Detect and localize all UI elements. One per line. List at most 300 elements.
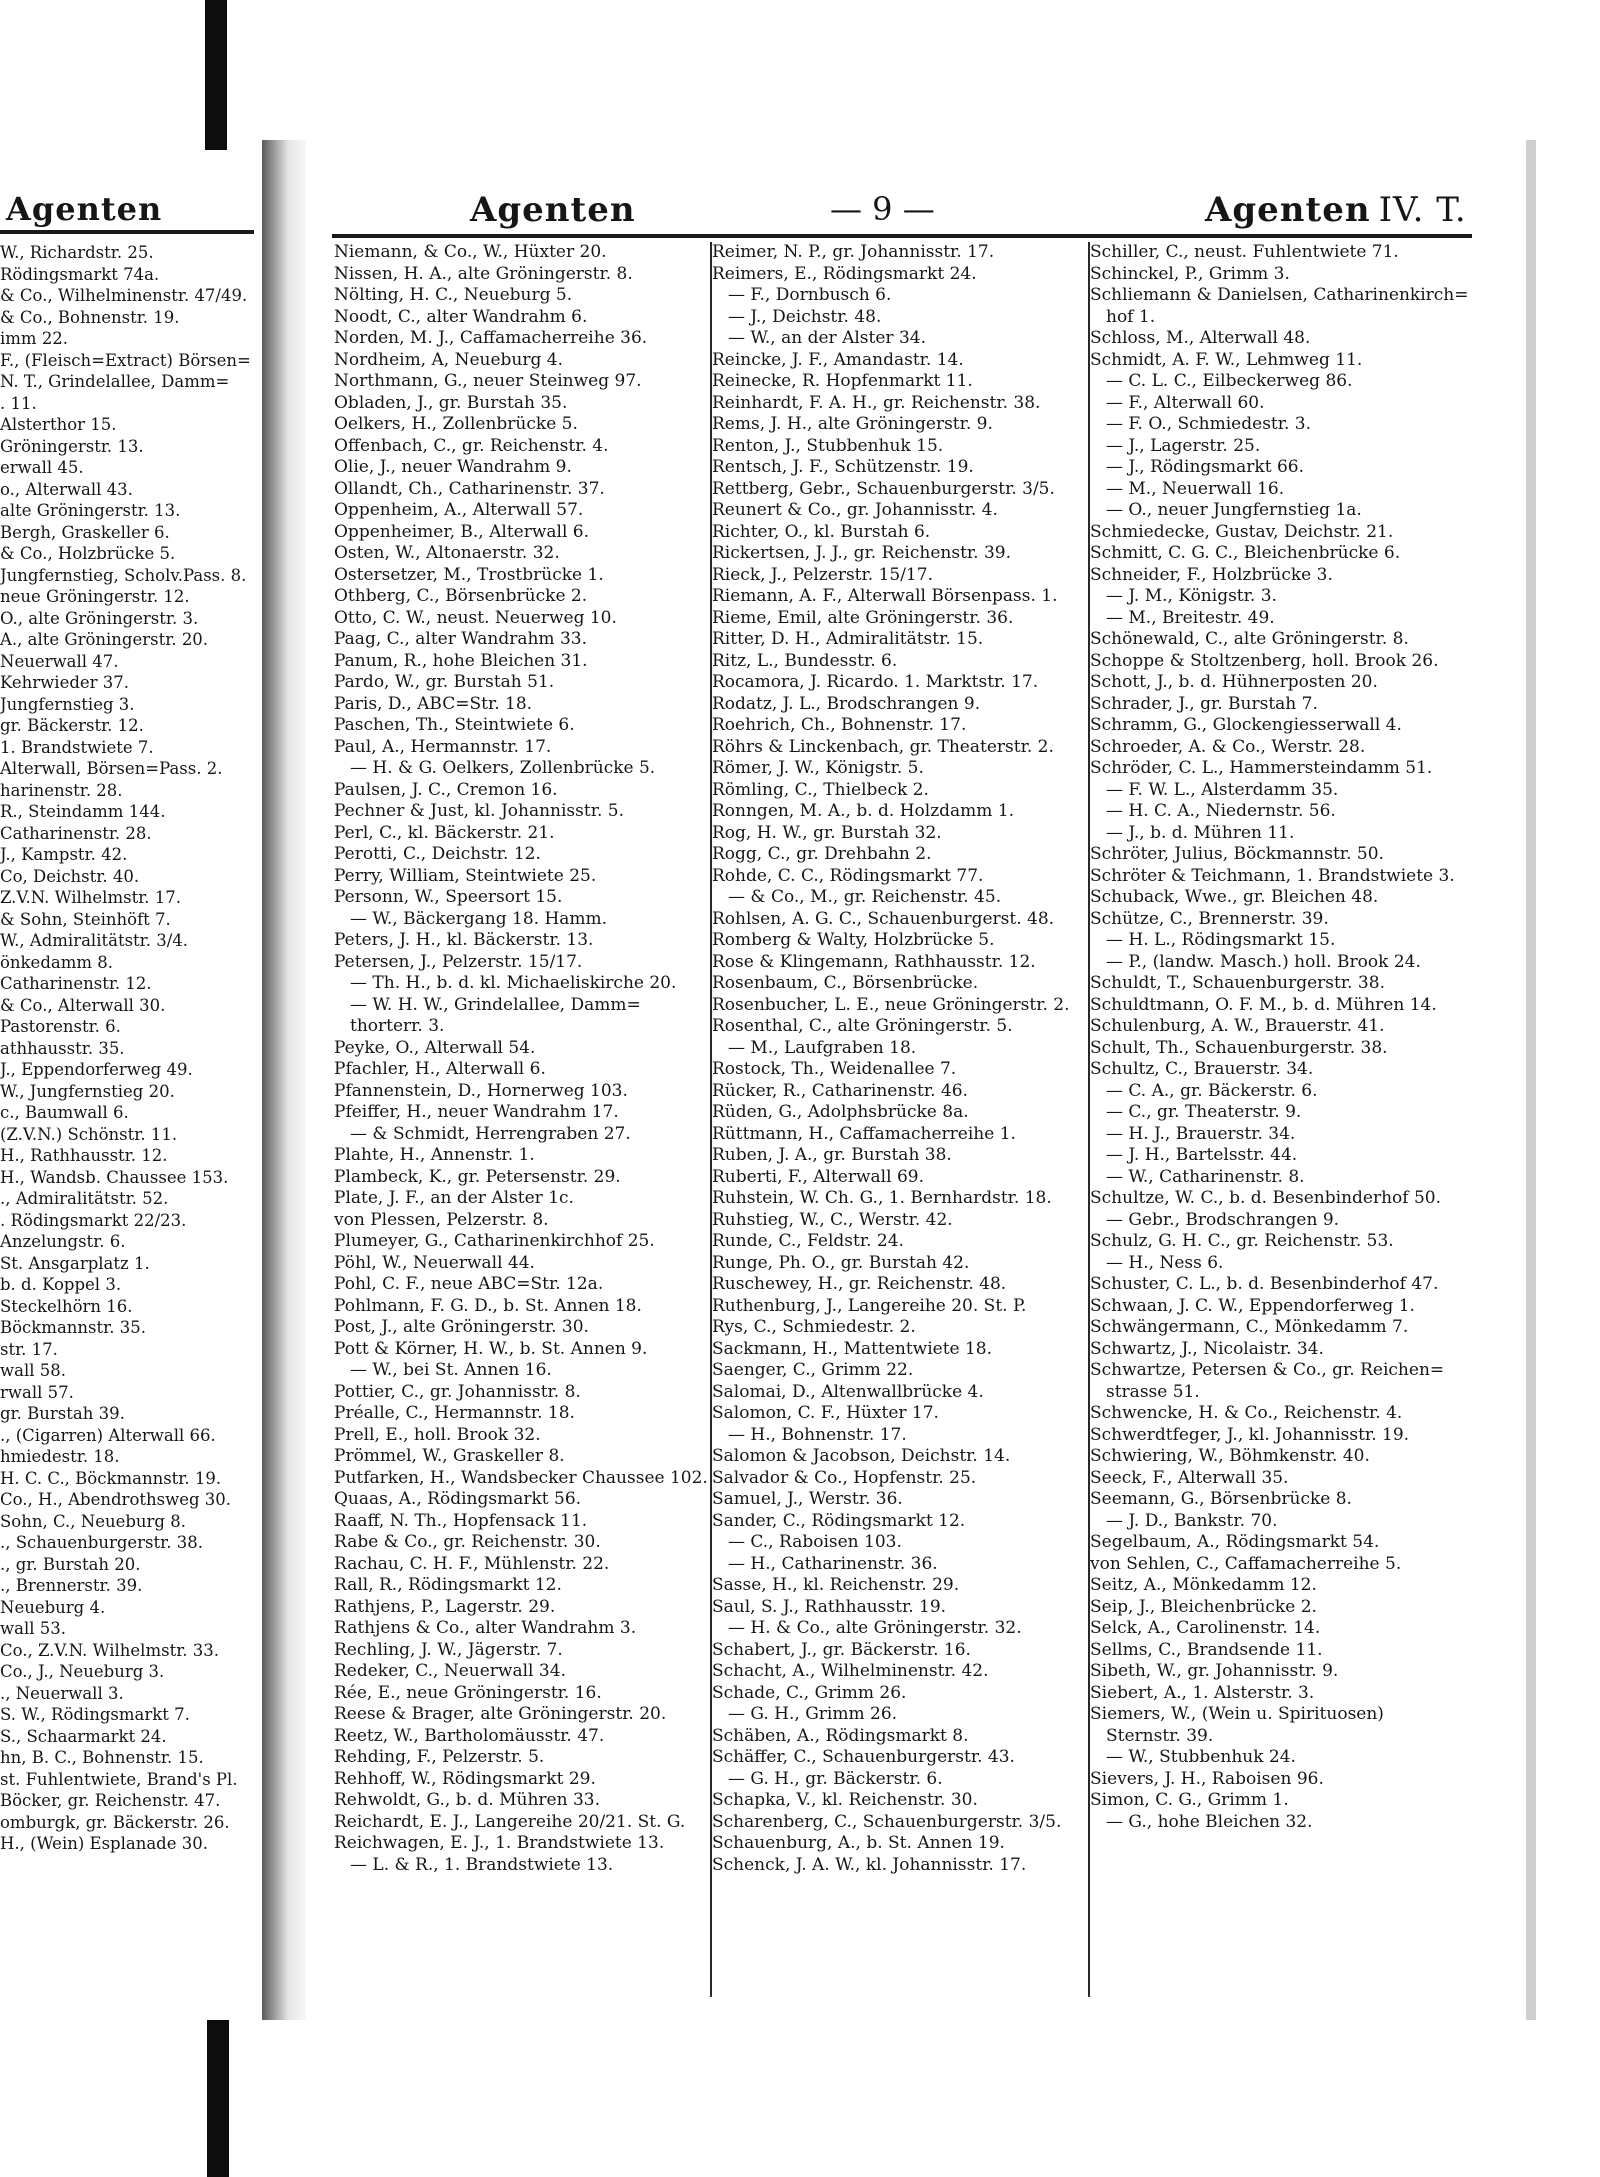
- directory-entry: Seip, J., Bleichenbrücke 2.: [1090, 1596, 1317, 1617]
- directory-entry: Perl, C., kl. Bäckerstr. 21.: [334, 822, 555, 843]
- directory-entry: Schade, C., Grimm 26.: [712, 1682, 907, 1703]
- directory-entry: Schacht, A., Wilhelminenstr. 42.: [712, 1661, 989, 1681]
- directory-entry: Ritz, L., Bundesstr. 6.: [712, 650, 898, 671]
- directory-entry: Rehding, F., Pelzerstr. 5.: [334, 1747, 545, 1767]
- directory-entry: Sander, C., Rödingsmarkt 12.: [712, 1510, 966, 1531]
- directory-entry: Sievers, J. H., Raboisen 96.: [1090, 1768, 1324, 1789]
- binding-strip-bottom: [207, 2020, 229, 2177]
- directory-entry: Rog, H. W., gr. Burstah 32.: [712, 822, 942, 843]
- left-page-entry: Z.V.N. Wilhelmstr. 17.: [0, 888, 182, 907]
- directory-entry: — & Schmidt, Herrengraben 27.: [350, 1123, 631, 1144]
- directory-entry: Rose & Klingemann, Rathhausstr. 12.: [712, 951, 1036, 972]
- directory-entry: Oppenheimer, B., Alterwall 6.: [334, 521, 590, 542]
- left-page-entry: Böckmannstr. 35.: [0, 1318, 146, 1337]
- directory-entry: Plambeck, K., gr. Petersenstr. 29.: [334, 1166, 621, 1187]
- directory-entry: Reichardt, E. J., Langereihe 20/21. St. G.: [334, 1811, 686, 1832]
- directory-entry: Schäben, A., Rödingsmarkt 8.: [712, 1725, 969, 1746]
- directory-entry: Schroeder, A. & Co., Werstr. 28.: [1090, 736, 1366, 757]
- directory-entry: Schult, Th., Schauenburgerstr. 38.: [1090, 1037, 1388, 1058]
- directory-entry: Rehhoff, W., Rödingsmarkt 29.: [334, 1768, 596, 1789]
- left-page-entry: O., alte Gröningerstr. 3.: [0, 608, 199, 628]
- directory-entry: Prell, E., holl. Brook 32.: [334, 1424, 541, 1445]
- directory-entry: Otto, C. W., neust. Neuerweg 10.: [334, 607, 617, 628]
- directory-entry: Schwängermann, C., Mönkedamm 7.: [1090, 1317, 1409, 1337]
- directory-column-3: [1090, 242, 1478, 1833]
- directory-entry: Schultz, C., Brauerstr. 34.: [1090, 1059, 1314, 1079]
- directory-entry: — H. J., Brauerstr. 34.: [1106, 1123, 1296, 1144]
- directory-entry: Rosenbaum, C., Börsenbrücke.: [712, 973, 979, 993]
- directory-entry: Roehrich, Ch., Bohnenstr. 17.: [712, 715, 967, 735]
- directory-entry: Rabe & Co., gr. Reichenstr. 30.: [334, 1532, 601, 1552]
- directory-entry: Rehwoldt, G., b. d. Mühren 33.: [334, 1790, 600, 1810]
- directory-entry: — J., Rödingsmarkt 66.: [1106, 457, 1304, 477]
- directory-entry: — W., Stubbenhuk 24.: [1106, 1747, 1296, 1767]
- directory-entry: Romberg & Walty, Holzbrücke 5.: [712, 930, 995, 950]
- left-page-entry: imm 22.: [0, 329, 69, 348]
- left-page-entry: & Co., Alterwall 30.: [0, 995, 166, 1015]
- directory-entry: Reetz, W., Bartholomäusstr. 47.: [334, 1725, 605, 1746]
- directory-entry: Schütze, C., Brennerstr. 39.: [1090, 908, 1329, 929]
- directory-entry: Schuback, Wwe., gr. Bleichen 48.: [1090, 887, 1379, 907]
- page-number: — 9 —: [830, 190, 935, 228]
- directory-entry: Riemann, A. F., Alterwall Börsenpass. 1.: [712, 586, 1058, 606]
- left-page-entry: omburgk, gr. Bäckerstr. 26.: [0, 1812, 230, 1832]
- left-page-entry: Böcker, gr. Reichenstr. 47.: [0, 1791, 221, 1810]
- directory-entry: Schönewald, C., alte Gröningerstr. 8.: [1090, 629, 1409, 649]
- directory-entry: Ruthenburg, J., Langereihe 20. St. P.: [712, 1295, 1027, 1316]
- left-page-entry: J., Eppendorferweg 49.: [0, 1060, 193, 1079]
- left-page-entry: ., Admiralitätstr. 52.: [0, 1189, 169, 1208]
- directory-entry: Nordheim, A, Neueburg 4.: [334, 349, 563, 370]
- directory-entry: Schwartze, Petersen & Co., gr. Reichen=: [1090, 1360, 1445, 1380]
- directory-entry: Paul, A., Hermannstr. 17.: [334, 736, 552, 757]
- directory-entry: Norden, M. J., Caffamacherreihe 36.: [334, 328, 648, 348]
- directory-entry: Siebert, A., 1. Alsterstr. 3.: [1090, 1682, 1315, 1703]
- directory-entry: Panum, R., hohe Bleichen 31.: [334, 650, 588, 671]
- left-page-entry: ., (Cigarren) Alterwall 66.: [0, 1425, 216, 1445]
- left-page-entry: str. 17.: [0, 1339, 58, 1359]
- directory-entry: Rodatz, J. L., Brodschrangen 9.: [712, 693, 981, 714]
- left-page-entry: gr. Bäckerstr. 12.: [0, 716, 144, 735]
- directory-entry: Rücker, R., Catharinenstr. 46.: [712, 1080, 968, 1101]
- directory-entry: Schramm, G., Glockengiesserwall 4.: [1090, 715, 1402, 735]
- left-page-entry: S. W., Rödingsmarkt 7.: [0, 1705, 190, 1724]
- left-page-entry: J., Kampstr. 42.: [0, 845, 128, 864]
- section-label: IV. T.: [1378, 190, 1467, 230]
- directory-entry: Sasse, H., kl. Reichenstr. 29.: [712, 1575, 960, 1595]
- directory-entry: Othberg, C., Börsenbrücke 2.: [334, 586, 588, 606]
- left-page-entry: hmiedestr. 18.: [0, 1447, 120, 1466]
- left-page-entry: Jungfernstieg, Scholv.Pass. 8.: [0, 565, 247, 585]
- left-page-entry: Catharinenstr. 12.: [0, 974, 152, 993]
- directory-entry: Siemers, W., (Wein u. Spirituosen): [1090, 1704, 1384, 1724]
- left-page-entry: R., Steindamm 144.: [0, 802, 166, 821]
- left-page-entry: harinenstr. 28.: [0, 780, 123, 800]
- directory-entry: Paschen, Th., Steintwiete 6.: [334, 715, 575, 735]
- header-rule: [332, 234, 1472, 238]
- directory-entry: Rachau, C. H. F., Mühlenstr. 22.: [334, 1553, 610, 1574]
- directory-entry: Pardo, W., gr. Burstah 51.: [334, 672, 555, 692]
- directory-entry: Perry, William, Steintwiete 25.: [334, 865, 597, 886]
- left-page-entry: wall 58.: [0, 1361, 66, 1380]
- directory-entry: Rosenbucher, L. E., neue Gröningerstr. 2.: [712, 994, 1070, 1015]
- left-page-entry: wall 53.: [0, 1619, 66, 1638]
- left-page-rule: [0, 230, 254, 234]
- left-page-entry: H. C. C., Böckmannstr. 19.: [0, 1468, 222, 1488]
- directory-entry: Pohlmann, F. G. D., b. St. Annen 18.: [334, 1295, 642, 1316]
- left-page-entry: Gröningerstr. 13.: [0, 436, 144, 456]
- left-page-entry: W., Richardstr. 25.: [0, 243, 154, 262]
- directory-entry: Ruben, J. A., gr. Burstah 38.: [712, 1145, 952, 1165]
- directory-entry: Schauenburg, A., b. St. Annen 19.: [712, 1833, 1005, 1853]
- left-page-entry: H., (Wein) Esplanade 30.: [0, 1834, 208, 1853]
- directory-entry: Schinckel, P., Grimm 3.: [1090, 263, 1290, 284]
- directory-entry: Post, J., alte Gröningerstr. 30.: [334, 1317, 589, 1337]
- directory-entry: — G., hohe Bleichen 32.: [1106, 1811, 1313, 1832]
- directory-entry: Sackmann, H., Mattentwiete 18.: [712, 1338, 993, 1359]
- directory-entry: Schloss, M., Alterwall 48.: [1090, 328, 1311, 348]
- directory-entry: Schwartz, J., Nicolaistr. 34.: [1090, 1338, 1324, 1359]
- directory-entry: Salomon & Jacobson, Deichstr. 14.: [712, 1446, 1011, 1466]
- left-page-entry: Pastorenstr. 6.: [0, 1017, 121, 1036]
- directory-entry: Samuel, J., Werstr. 36.: [712, 1489, 903, 1509]
- left-page-entry: c., Baumwall 6.: [0, 1103, 129, 1122]
- directory-entry: Oppenheim, A., Alterwall 57.: [334, 500, 584, 520]
- directory-entry: Pottier, C., gr. Johannisstr. 8.: [334, 1381, 581, 1402]
- directory-entry: Schoppe & Stoltzenberg, holl. Brook 26.: [1090, 650, 1439, 671]
- left-page-entry: W., Admiralitätstr. 3/4.: [0, 931, 189, 950]
- directory-entry: — H. C. A., Niedernstr. 56.: [1106, 801, 1336, 821]
- directory-entry: Plate, J. F., an der Alster 1c.: [334, 1188, 574, 1208]
- directory-entry: Sellms, C., Brandsende 11.: [1090, 1639, 1323, 1660]
- directory-entry: — H. & G. Oelkers, Zollenbrücke 5.: [350, 758, 656, 778]
- directory-entry: Segelbaum, A., Rödingsmarkt 54.: [1090, 1532, 1380, 1552]
- directory-entry: — M., Breitestr. 49.: [1106, 607, 1275, 628]
- directory-entry: thorterr. 3.: [350, 1016, 445, 1036]
- directory-entry: Ronngen, M. A., b. d. Holzdamm 1.: [712, 801, 1015, 821]
- left-page-heading: Agenten: [6, 190, 163, 228]
- directory-entry: von Sehlen, C., Caffamacherreihe 5.: [1090, 1553, 1402, 1574]
- directory-entry: — C., gr. Theaterstr. 9.: [1106, 1102, 1302, 1122]
- directory-entry: Schröder, C. L., Hammersteindamm 51.: [1090, 758, 1433, 778]
- directory-entry: Obladen, J., gr. Burstah 35.: [334, 392, 568, 413]
- directory-entry: Paris, D., ABC=Str. 18.: [334, 693, 533, 714]
- left-page-entry: & Co., Bohnenstr. 19.: [0, 307, 180, 327]
- left-page-entry: St. Ansgarplatz 1.: [0, 1253, 150, 1273]
- directory-entry: Schrader, J., gr. Burstah 7.: [1090, 693, 1318, 714]
- directory-entry: — F., Dornbusch 6.: [728, 285, 892, 305]
- left-page-entry: Co., H., Abendrothsweg 30.: [0, 1490, 232, 1509]
- directory-entry: Peyke, O., Alterwall 54.: [334, 1037, 536, 1058]
- directory-entry: — G. H., Grimm 26.: [728, 1704, 898, 1724]
- directory-entry: — H., Ness 6.: [1106, 1252, 1224, 1273]
- left-page-entry: N. T., Grindelallee, Damm=: [0, 372, 230, 391]
- directory-entry: — M., Laufgraben 18.: [728, 1037, 917, 1058]
- directory-entry: Schwencke, H. & Co., Reichenstr. 4.: [1090, 1403, 1403, 1423]
- directory-entry: Reese & Brager, alte Gröningerstr. 20.: [334, 1704, 667, 1724]
- directory-entry: Pfannenstein, D., Hornerweg 103.: [334, 1080, 628, 1101]
- directory-entry: Peters, J. H., kl. Bäckerstr. 13.: [334, 930, 594, 950]
- left-page-entry: H., Wandsb. Chaussee 153.: [0, 1167, 229, 1187]
- directory-entry: Salomon, C. F., Hüxter 17.: [712, 1403, 939, 1423]
- directory-entry: Richter, O., kl. Burstah 6.: [712, 521, 931, 542]
- directory-entry: Raaff, N. Th., Hopfensack 11.: [334, 1510, 588, 1531]
- running-head: [310, 190, 1470, 232]
- directory-entry: Schwaan, J. C. W., Eppendorferweg 1.: [1090, 1295, 1415, 1316]
- directory-entry: — W., an der Alster 34.: [728, 328, 926, 348]
- directory-entry: Rickertsen, J. J., gr. Reichenstr. 39.: [712, 543, 1012, 563]
- directory-entry: Seitz, A., Mönkedamm 12.: [1090, 1575, 1317, 1595]
- directory-entry: Pott & Körner, H. W., b. St. Annen 9.: [334, 1338, 648, 1359]
- directory-entry: — H., Bohnenstr. 17.: [728, 1424, 907, 1445]
- directory-entry: Schuldt, T., Schauenburgerstr. 38.: [1090, 973, 1385, 993]
- header-right-title: Agenten: [1205, 190, 1371, 230]
- directory-entry: Paulsen, J. C., Cremon 16.: [334, 779, 558, 800]
- directory-entry: — H. L., Rödingsmarkt 15.: [1106, 930, 1336, 950]
- left-page-entry: ., Brennerstr. 39.: [0, 1576, 143, 1595]
- directory-entry: Saenger, C., Grimm 22.: [712, 1360, 914, 1380]
- left-page-entry: Neuerwall 47.: [0, 651, 119, 671]
- directory-entry: Schmitt, C. G. C., Bleichenbrücke 6.: [1090, 543, 1401, 563]
- left-page-entry: ., gr. Burstah 20.: [0, 1554, 141, 1574]
- left-page-entry: neue Gröningerstr. 12.: [0, 587, 190, 606]
- directory-column-2: [712, 242, 1100, 1876]
- header-right-block: [1205, 190, 1467, 230]
- left-page-entry: H., Rathhausstr. 12.: [0, 1146, 168, 1165]
- directory-entry: — M., Neuerwall 16.: [1106, 478, 1285, 499]
- directory-entry: Rechling, J. W., Jägerstr. 7.: [334, 1639, 563, 1660]
- directory-entry: Runde, C., Feldstr. 24.: [712, 1231, 904, 1251]
- directory-entry: Simon, C. G., Grimm 1.: [1090, 1790, 1289, 1810]
- directory-entry: Römling, C., Thielbeck 2.: [712, 779, 929, 800]
- directory-entry: Pfachler, H., Alterwall 6.: [334, 1059, 546, 1079]
- left-page-entry: & Sohn, Steinhöft 7.: [0, 909, 171, 929]
- left-page-entry: . 11.: [0, 393, 37, 413]
- left-page-entry: athhausstr. 35.: [0, 1038, 125, 1058]
- directory-entry: Nölting, H. C., Neueburg 5.: [334, 285, 573, 305]
- directory-entry: Schulz, G. H. C., gr. Reichenstr. 53.: [1090, 1231, 1394, 1251]
- directory-entry: Pfeiffer, H., neuer Wandrahm 17.: [334, 1102, 619, 1122]
- left-page-entry: Alsterthor 15.: [0, 415, 117, 434]
- directory-entry: — H. & Co., alte Gröningerstr. 32.: [728, 1618, 1022, 1638]
- directory-entry: Saul, S. J., Rathhausstr. 19.: [712, 1596, 947, 1617]
- directory-entry: — O., neuer Jungfernstieg 1a.: [1106, 500, 1362, 520]
- directory-entry: — P., (landw. Masch.) holl. Brook 24.: [1106, 951, 1421, 972]
- directory-entry: — J., Deichstr. 48.: [728, 306, 882, 327]
- directory-entry: Rettberg, Gebr., Schauenburgerstr. 3/5.: [712, 478, 1055, 499]
- left-page-entry: & Co., Holzbrücke 5.: [0, 544, 176, 563]
- directory-column-1: [334, 242, 722, 1876]
- directory-entry: Ostersetzer, M., Trostbrücke 1.: [334, 564, 604, 585]
- left-page-entry: Jungfernstieg 3.: [0, 694, 135, 714]
- left-page-entry: Anzelungstr. 6.: [0, 1232, 126, 1251]
- directory-entry: — L. & R., 1. Brandstwiete 13.: [350, 1854, 614, 1875]
- directory-entry: — W., bei St. Annen 16.: [350, 1360, 552, 1380]
- directory-entry: Perotti, C., Deichstr. 12.: [334, 844, 541, 864]
- directory-entry: — W., Catharinenstr. 8.: [1106, 1166, 1305, 1187]
- directory-entry: Schwerdtfeger, J., kl. Johannisstr. 19.: [1090, 1424, 1410, 1445]
- directory-entry: — H., Catharinenstr. 36.: [728, 1553, 938, 1574]
- left-page-entry: Co., Z.V.N. Wilhelmstr. 33.: [0, 1640, 220, 1660]
- left-page-entry: W., Jungfernstieg 20.: [0, 1081, 175, 1101]
- directory-entry: Petersen, J., Pelzerstr. 15/17.: [334, 951, 583, 972]
- directory-entry: Rieck, J., Pelzerstr. 15/17.: [712, 564, 933, 585]
- left-page-entry: Co., J., Neueburg 3.: [0, 1662, 165, 1681]
- left-page-entry: Alterwall, Börsen=Pass. 2.: [0, 759, 223, 778]
- left-page-entry: önkedamm 8.: [0, 952, 114, 972]
- directory-entry: Röhrs & Linckenbach, gr. Theaterstr. 2.: [712, 736, 1054, 757]
- left-page-entry: gr. Burstah 39.: [0, 1404, 125, 1423]
- left-page-entry: (Z.V.N.) Schönstr. 11.: [0, 1124, 178, 1144]
- directory-entry: Schabert, J., gr. Bäckerstr. 16.: [712, 1639, 971, 1660]
- left-page-entry: rwall 57.: [0, 1382, 74, 1402]
- directory-entry: Schliemann & Danielsen, Catharinenkirch=: [1090, 285, 1469, 305]
- directory-entry: Scharenberg, C., Schauenburgerstr. 3/5.: [712, 1811, 1062, 1832]
- left-page-entry: erwall 45.: [0, 458, 84, 477]
- directory-entry: Putfarken, H., Wandsbecker Chaussee 102.: [334, 1467, 708, 1488]
- left-page-entry: ., Neuerwall 3.: [0, 1683, 124, 1703]
- directory-entry: Rüttmann, H., Caffamacherreihe 1.: [712, 1123, 1016, 1144]
- directory-entry: Reichwagen, E. J., 1. Brandstwiete 13.: [334, 1833, 665, 1853]
- directory-entry: Rüden, G., Adolphsbrücke 8a.: [712, 1102, 969, 1122]
- directory-entry: Rogg, C., gr. Drehbahn 2.: [712, 844, 932, 864]
- directory-entry: Reincke, J. F., Amandastr. 14.: [712, 349, 964, 370]
- directory-entry: Schröter & Teichmann, 1. Brandstwiete 3.: [1090, 865, 1455, 886]
- directory-entry: — J. M., Königstr. 3.: [1106, 586, 1277, 606]
- left-page-entry: Sohn, C., Neueburg 8.: [0, 1511, 186, 1531]
- directory-entry: — G. H., gr. Bäckerstr. 6.: [728, 1768, 943, 1789]
- directory-entry: Schneider, F., Holzbrücke 3.: [1090, 564, 1333, 585]
- directory-entry: Reimer, N. P., gr. Johannisstr. 17.: [712, 242, 995, 262]
- directory-entry: Préalle, C., Hermannstr. 18.: [334, 1403, 575, 1423]
- directory-entry: Seemann, G., Börsenbrücke 8.: [1090, 1489, 1352, 1509]
- left-page-entry: Neueburg 4.: [0, 1597, 106, 1617]
- directory-entry: Schuster, C. L., b. d. Besenbinderhof 47.: [1090, 1274, 1439, 1294]
- directory-entry: — Th. H., b. d. kl. Michaeliskirche 20.: [350, 973, 677, 993]
- directory-entry: Plahte, H., Annenstr. 1.: [334, 1145, 535, 1165]
- directory-entry: Runge, Ph. O., gr. Burstah 42.: [712, 1252, 970, 1273]
- directory-entry: Schuldtmann, O. F. M., b. d. Mühren 14.: [1090, 994, 1437, 1015]
- directory-entry: — Gebr., Brodschrangen 9.: [1106, 1209, 1340, 1230]
- directory-entry: Salvador & Co., Hopfenstr. 25.: [712, 1467, 977, 1488]
- left-page-entry: ., Schauenburgerstr. 38.: [0, 1533, 203, 1552]
- directory-entry: — W. H. W., Grindelallee, Damm=: [350, 994, 641, 1015]
- page-edge-right: [1526, 140, 1536, 2020]
- directory-entry: Rosenthal, C., alte Gröningerstr. 5.: [712, 1016, 1013, 1036]
- directory-entry: — J., b. d. Mühren 11.: [1106, 822, 1295, 843]
- directory-entry: Rall, R., Rödingsmarkt 12.: [334, 1575, 562, 1595]
- directory-entry: Ritter, D. H., Admiralitätstr. 15.: [712, 629, 984, 649]
- directory-entry: Pöhl, W., Neuerwall 44.: [334, 1252, 535, 1273]
- right-page: [310, 190, 1480, 2010]
- directory-entry: Reunert & Co., gr. Johannisstr. 4.: [712, 500, 998, 520]
- left-page-entry: S., Schaarmarkt 24.: [0, 1726, 167, 1746]
- directory-entry: Oelkers, H., Zollenbrücke 5.: [334, 414, 578, 434]
- directory-entry: Noodt, C., alter Wandrahm 6.: [334, 306, 588, 327]
- left-page-entry: 1. Brandstwiete 7.: [0, 737, 154, 757]
- directory-entry: — J. D., Bankstr. 70.: [1106, 1510, 1278, 1531]
- directory-entry: Paag, C., alter Wandrahm 33.: [334, 629, 587, 649]
- directory-entry: Renton, J., Stubbenhuk 15.: [712, 435, 944, 456]
- directory-entry: Schwiering, W., Böhmkenstr. 40.: [1090, 1446, 1370, 1466]
- directory-entry: Sibeth, W., gr. Johannisstr. 9.: [1090, 1661, 1339, 1681]
- directory-entry: Offenbach, C., gr. Reichenstr. 4.: [334, 435, 609, 456]
- left-page-entry: hn, B. C., Bohnenstr. 15.: [0, 1748, 204, 1767]
- directory-entry: strasse 51.: [1106, 1381, 1200, 1402]
- directory-entry: Prömmel, W., Graskeller 8.: [334, 1446, 565, 1466]
- directory-entry: — F. O., Schmiedestr. 3.: [1106, 414, 1312, 434]
- directory-entry: Salomai, D., Altenwallbrücke 4.: [712, 1381, 984, 1402]
- directory-entry: Rostock, Th., Weidenallee 7.: [712, 1059, 957, 1079]
- left-page-entry: A., alte Gröningerstr. 20.: [0, 630, 209, 649]
- directory-entry: Ruberti, F., Alterwall 69.: [712, 1166, 924, 1187]
- left-page-entries: [0, 242, 262, 1855]
- directory-entry: Rohde, C. C., Rödingsmarkt 77.: [712, 865, 984, 886]
- directory-entry: — W., Bäckergang 18. Hamm.: [350, 908, 608, 929]
- directory-entry: Schultze, W. C., b. d. Besenbinderhof 50.: [1090, 1188, 1441, 1208]
- directory-entry: Rocamora, J. Ricardo. 1. Marktstr. 17.: [712, 672, 1039, 692]
- left-page-entry: Co, Deichstr. 40.: [0, 866, 140, 886]
- directory-entry: Nissen, H. A., alte Gröningerstr. 8.: [334, 263, 633, 284]
- directory-entry: Rathjens & Co., alter Wandrahm 3.: [334, 1618, 637, 1638]
- directory-entry: — F., Alterwall 60.: [1106, 392, 1265, 413]
- directory-entry: Schiller, C., neust. Fuhlentwiete 71.: [1090, 242, 1399, 262]
- directory-entry: — F. W. L., Alsterdamm 35.: [1106, 779, 1339, 800]
- directory-entry: Schott, J., b. d. Hühnerposten 20.: [1090, 672, 1378, 692]
- binding-strip-top: [205, 0, 227, 150]
- directory-entry: Pohl, C. F., neue ABC=Str. 12a.: [334, 1274, 604, 1294]
- directory-entry: — C., Raboisen 103.: [728, 1532, 902, 1552]
- directory-entry: Schröter, Julius, Böckmannstr. 50.: [1090, 844, 1384, 864]
- directory-entry: Rohlsen, A. G. C., Schauenburgerst. 48.: [712, 908, 1055, 929]
- directory-entry: Personn, W., Speersort 15.: [334, 887, 563, 907]
- directory-entry: Olie, J., neuer Wandrahm 9.: [334, 457, 572, 477]
- header-left-title: Agenten: [470, 190, 636, 230]
- left-page-entry: & Co., Wilhelminenstr. 47/49.: [0, 286, 248, 305]
- directory-entry: Schmiedecke, Gustav, Deichstr. 21.: [1090, 521, 1394, 542]
- directory-entry: von Plessen, Pelzerstr. 8.: [334, 1209, 549, 1230]
- left-page-entry: . Rödingsmarkt 22/23.: [0, 1210, 187, 1230]
- directory-entry: Römer, J. W., Königstr. 5.: [712, 758, 924, 778]
- directory-entry: Pechner & Just, kl. Johannisstr. 5.: [334, 801, 624, 821]
- left-page-entry: Steckelhörn 16.: [0, 1296, 133, 1316]
- directory-entry: Reinhardt, F. A. H., gr. Reichenstr. 38.: [712, 392, 1041, 413]
- directory-entry: Rathjens, P., Lagerstr. 29.: [334, 1596, 556, 1617]
- directory-entry: Ollandt, Ch., Catharinenstr. 37.: [334, 478, 605, 499]
- left-page-entry: Rödingsmarkt 74a.: [0, 264, 160, 284]
- left-page-entry: Kehrwieder 37.: [0, 673, 130, 692]
- left-page-entry: Catharinenstr. 28.: [0, 823, 152, 843]
- directory-entry: Rieme, Emil, alte Gröningerstr. 36.: [712, 607, 1014, 628]
- directory-entry: Rems, J. H., alte Gröningerstr. 9.: [712, 414, 993, 434]
- directory-entry: Schulenburg, A. W., Brauerstr. 41.: [1090, 1016, 1385, 1036]
- directory-entry: — & Co., M., gr. Reichenstr. 45.: [728, 887, 1002, 907]
- directory-entry: Redeker, C., Neuerwall 34.: [334, 1661, 566, 1681]
- directory-entry: Rys, C., Schmiedestr. 2.: [712, 1317, 916, 1337]
- left-page: [0, 190, 262, 2000]
- directory-entry: Schenck, J. A. W., kl. Johannisstr. 17.: [712, 1854, 1027, 1875]
- directory-entry: Reinecke, R. Hopfenmarkt 11.: [712, 371, 973, 391]
- directory-entry: Sternstr. 39.: [1106, 1725, 1214, 1746]
- directory-entry: Schäffer, C., Schauenburgerstr. 43.: [712, 1747, 1015, 1767]
- directory-entry: Schapka, V., kl. Reichenstr. 30.: [712, 1790, 978, 1810]
- directory-entry: — C. A., gr. Bäckerstr. 6.: [1106, 1080, 1318, 1101]
- page-gutter: [262, 140, 306, 2020]
- directory-entry: Schmidt, A. F. W., Lehmweg 11.: [1090, 349, 1363, 370]
- left-page-entry: b. d. Koppel 3.: [0, 1275, 122, 1294]
- directory-entry: Osten, W., Altonaerstr. 32.: [334, 543, 560, 563]
- directory-entry: — J., Lagerstr. 25.: [1106, 435, 1261, 456]
